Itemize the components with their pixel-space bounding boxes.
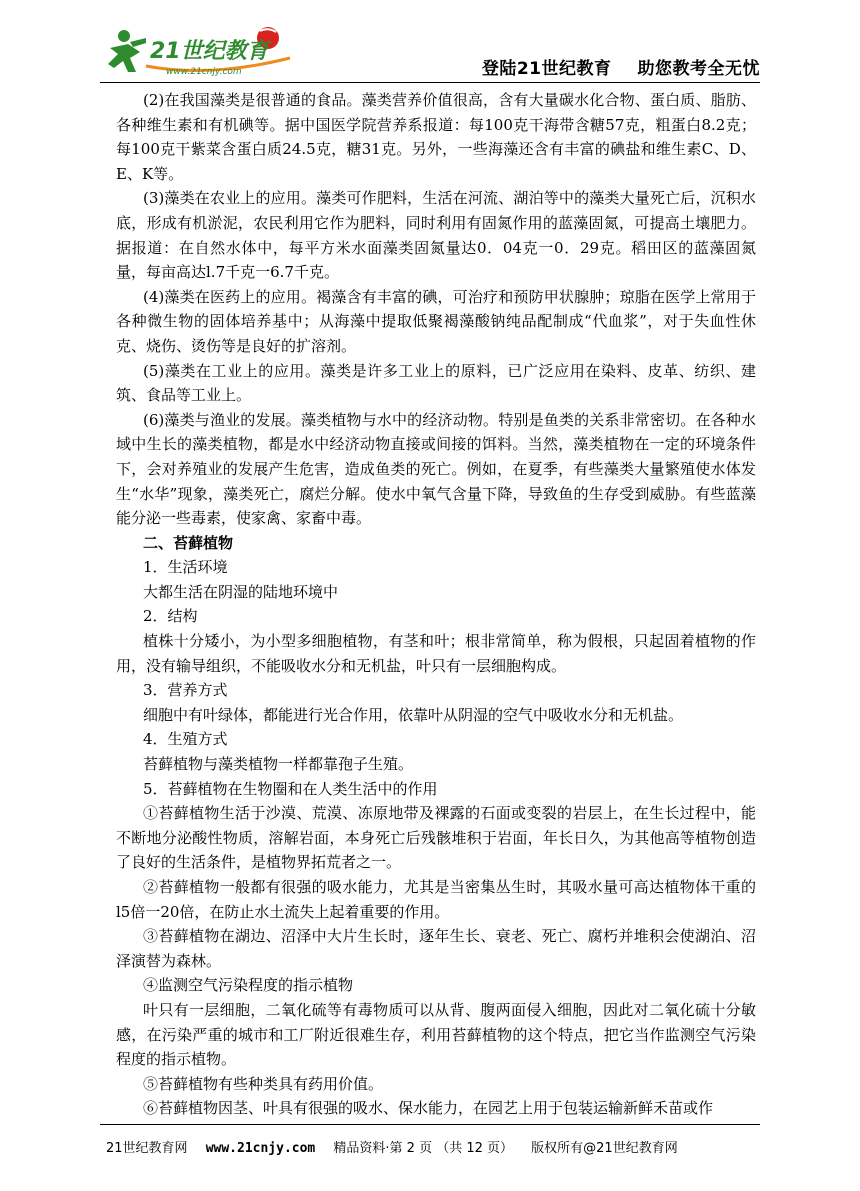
- paragraph: ①苔藓植物生活于沙漠、荒漠、冻原地带及裸露的石面或变裂的岩层上，在生长过程中，能不断地分泌酸性物质，溶解岩面，本身死亡后残骸堆积于岩面，年长日久，为其他高等植物创造了良好的生活条件，是植物界拓荒者之一。: [116, 804, 756, 872]
- paragraph: 大都生活在阴湿的陆地环境中: [143, 582, 339, 601]
- page-footer: [106, 1137, 692, 1156]
- paragraph: 植株十分矮小，为小型多细胞植物，有茎和叶；根非常简单，称为假根，只起固着植物的作用，没有输导组织，不能吸收水分和无机盐，叶只有一层细胞构成。: [116, 632, 756, 675]
- footer-url[interactable]: www.21cnjy.com: [205, 1141, 316, 1156]
- paragraph: (2)在我国藻类是很普通的食品。藻类营养价值很高，含有大量碳水化合物、蛋白质、脂肪、各种维生素和有机碘等。据中国医学院营养系报道：每100克干海带含糖57克，粗蛋白8.2克；每100克干紫菜含蛋白质24.5克，糖31克。另外，一些海藻还含有丰富的碘盐和维生素C、D、E、K等。: [116, 91, 756, 183]
- slogan-tagline: 助您教考全无忧: [637, 59, 760, 79]
- paragraph: ④监测空气污染程度的指示植物: [143, 976, 354, 995]
- paragraph: (4)藻类在医药上的应用。褐藻含有丰富的碘，可治疗和预防甲状腺肿；琼脂在医学上常用于各种微生物的固体培养基中；从海藻中提取低聚褐藻酸钠纯品配制成“代血浆”，对于失血性休克、烧伤、烫伤等是良好的扩溶剂。: [116, 287, 756, 355]
- paragraph: (3)藻类在农业上的应用。藻类可作肥料，生活在河流、湖泊等中的藻类大量死亡后，沉积水底，形成有机淤泥，农民利用它作为肥料，同时利用有固氮作用的蓝藻固氮，可提高土壤肥力。据报道：在自然水体中，每平方米水面藻类固氮量达0．04克一0．29克。稻田区的蓝藻固氮量，每亩高达l.7千克一6.7千克。: [116, 189, 756, 282]
- paragraph: (5)藻类在工业上的应用。藻类是许多工业上的原料，已广泛应用在染料、皮革、纺织、建筑、食品等工业上。: [116, 361, 756, 405]
- paragraph: 苔藓植物与藻类植物一样都靠孢子生殖。: [143, 755, 414, 774]
- footer-page-info: 精品资料·第 2 页 （共 12 页）: [333, 1141, 514, 1156]
- svg-text:www.21cnjy.com: www.21cnjy.com: [166, 67, 242, 77]
- logo-graphic: [100, 22, 300, 80]
- header-slogan: [482, 54, 760, 79]
- paragraph: 3．营养方式: [143, 681, 228, 700]
- document-body: [116, 88, 756, 1121]
- paragraph: (6)藻类与渔业的发展。藻类植物与水中的经济动物。特别是鱼类的关系非常密切。在各种水域中生长的藻类植物，都是水中经济动物直接或间接的饵料。当然，藻类植物在一定的环境条件下，会对养殖业的发展产生危害，造成鱼类的死亡。例如，在夏季，有些藻类大量繁殖使水体发生“水华”现象，藻类死亡，腐烂分解。使水中氧气含量下降，导致鱼的生存受到威胁。有些蓝藻能分泌一些毒素，使家禽、家畜中毒。: [116, 410, 756, 528]
- paragraph: ②苔藓植物一般都有很强的吸水能力，尤其是当密集丛生时，其吸水量可高达植物体干重的l5倍一20倍，在防止水土流失上起着重要的作用。: [116, 878, 756, 921]
- footer-divider: [100, 1124, 760, 1125]
- site-logo[interactable]: [100, 22, 300, 80]
- svg-text:21世纪教育: 21世纪教育: [150, 39, 269, 64]
- paragraph: ⑤苔藓植物有些种类具有药用价值。: [143, 1074, 384, 1093]
- paragraph: 2．结构: [143, 607, 198, 626]
- slogan-login: 登陆21世纪教育: [481, 59, 612, 79]
- header-divider: [100, 82, 760, 83]
- paragraph: ③苔藓植物在湖边、沼泽中大片生长时，逐年生长、衰老、死亡、腐朽并堆积会使湖泊、沼泽演替为森林。: [116, 927, 756, 970]
- paragraph: ⑥苔藓植物因茎、叶具有很强的吸水、保水能力，在园艺上用于包装运输新鲜禾苗或作: [143, 1099, 714, 1118]
- paragraph: 4．生殖方式: [143, 730, 228, 749]
- footer-copyright: 版权所有@21世纪教育网: [531, 1141, 678, 1156]
- paragraph: 5．苔藓植物在生物圈和在人类生活中的作用: [143, 779, 438, 798]
- paragraph: 叶只有一层细胞，二氧化硫等有毒物质可以从背、腹两面侵入细胞，因此对二氧化硫十分敏感，在污染严重的城市和工厂附近很难生存，利用苔藓植物的这个特点，把它当作监测空气污染程度的指示植物。: [116, 1000, 756, 1069]
- footer-site-name: 21世纪教育网: [106, 1141, 188, 1156]
- paragraph: 1．生活环境: [143, 558, 228, 577]
- paragraph: 细胞中有叶绿体，都能进行光合作用，依靠叶从阴湿的空气中吸收水分和无机盐。: [143, 705, 684, 724]
- section-heading: 二、苔藓植物: [143, 533, 234, 552]
- page-header: [100, 22, 760, 82]
